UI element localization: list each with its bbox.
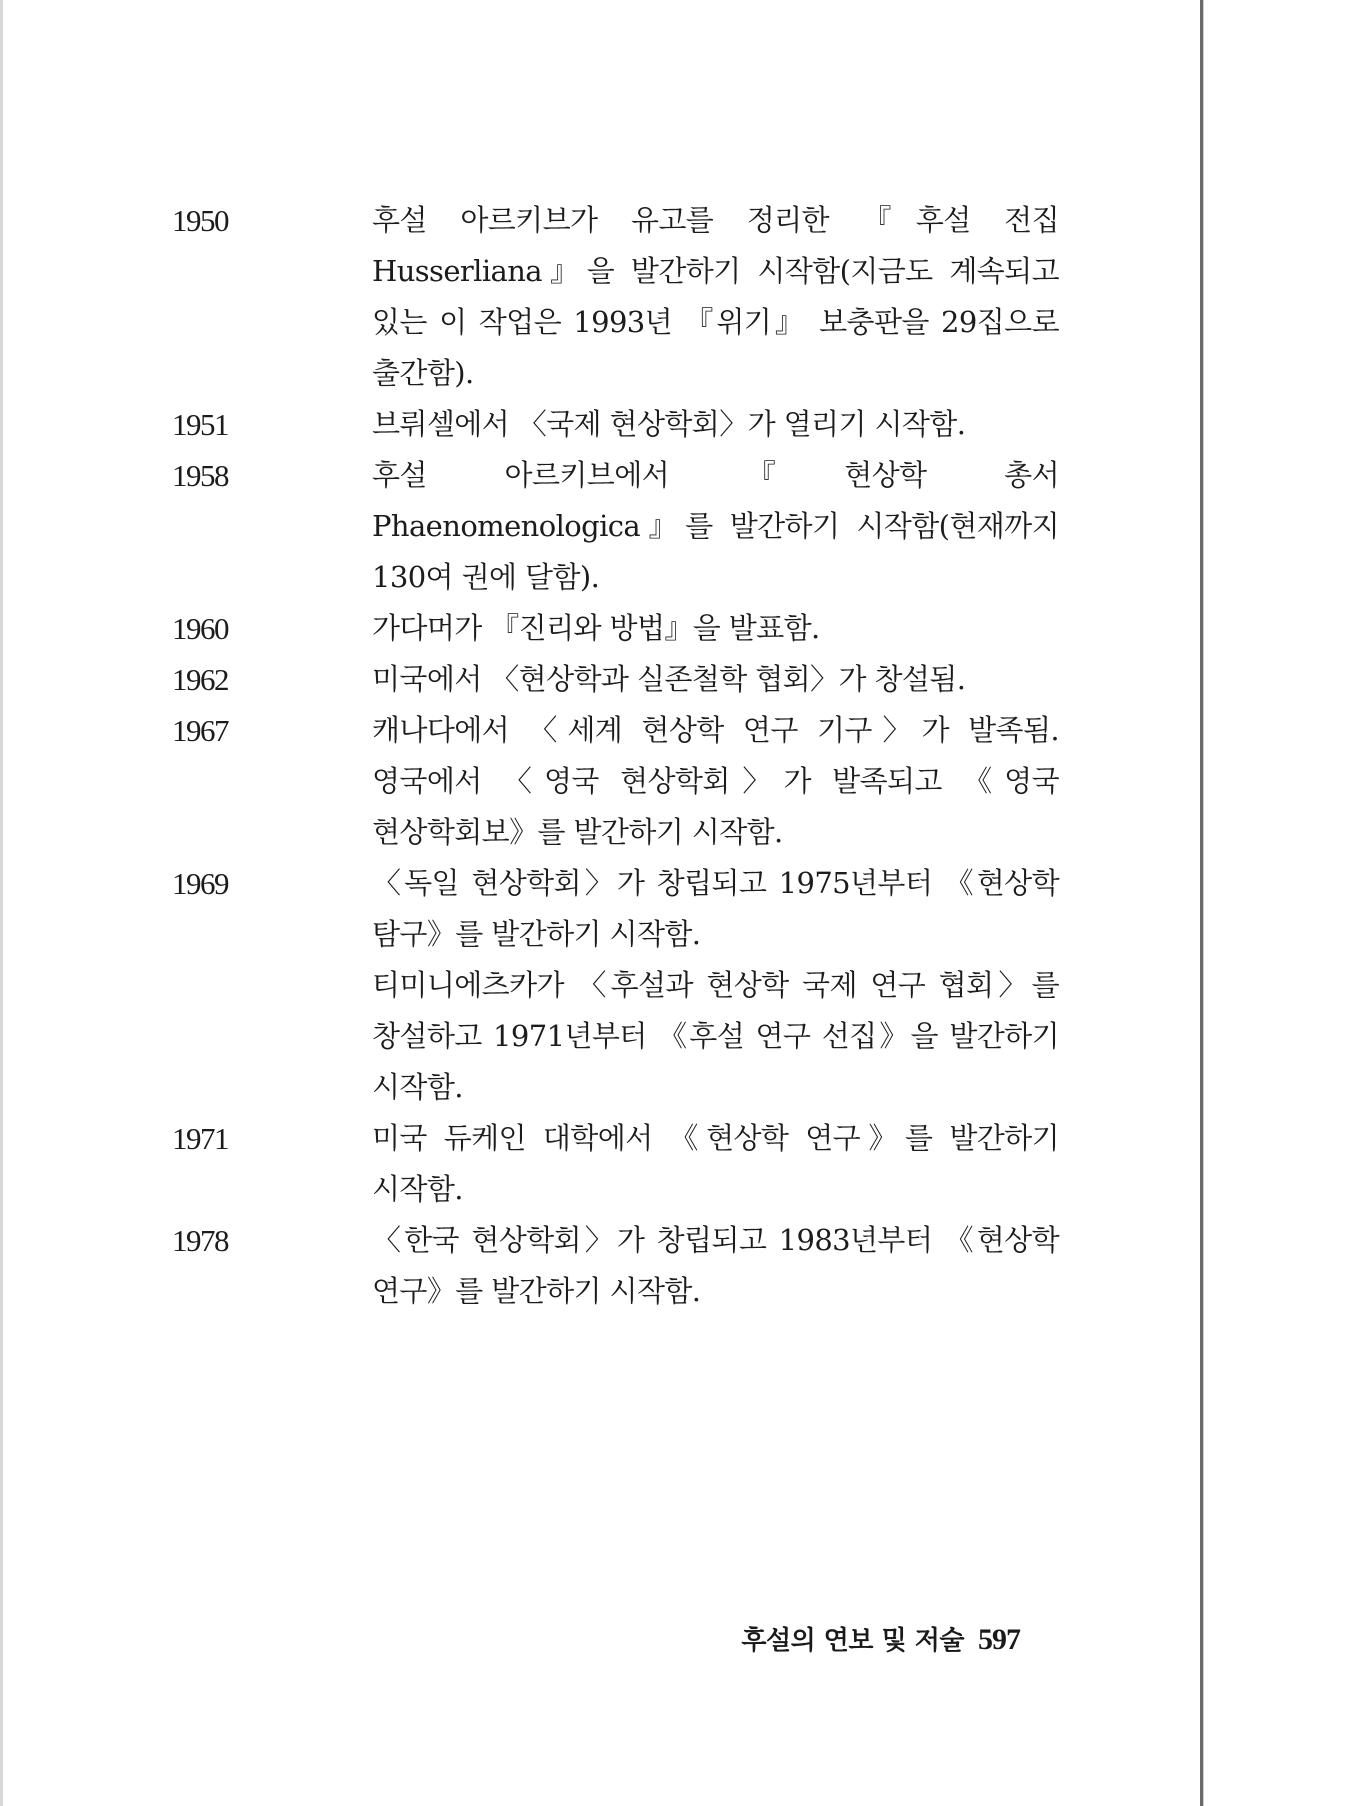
page-footer [600,1620,1020,1657]
entry-description: 브뤼셀에서 〈국제 현상학회〉가 열리기 시작함. [372,407,966,441]
running-title: 후설의 연보 및 저술 [741,1626,964,1656]
chronology-entry [172,858,1059,960]
entry-description: 가다머가 『진리와 방법』을 발표함. [372,611,820,645]
chronology-entry [172,450,1059,603]
entry-year: 1962 [172,662,228,697]
entry-year: 1969 [172,866,228,901]
chronology-entry [172,960,1059,1113]
entry-description: 미국에서 〈현상학과 실존철학 협회〉가 창설됨. [372,662,966,696]
entry-year: 1978 [172,1223,228,1258]
entry-description: 후설 아르키브에서 『현상학 총서 Phaenomenologica』를 발간하기 시작함(현재까지 130여 권에 달함). [372,458,1059,594]
entry-year: 1960 [172,611,228,646]
chronology-entry [172,654,1059,705]
chronology-entry [172,603,1059,654]
entry-description: 티미니에츠카가 〈후설과 현상학 국제 연구 협회〉를 창설하고 1971년부터 《후설 연구 선집》을 발간하기 시작함. [372,968,1059,1104]
entry-year: 1951 [172,407,228,442]
entry-description: 미국 듀케인 대학에서 《현상학 연구》를 발간하기 시작함. [372,1121,1059,1206]
entry-year: 1958 [172,458,228,493]
entry-description: 캐나다에서 〈세계 현상학 연구 기구〉가 발족됨. 영국에서 〈영국 현상학회〉가 발족되고 《영국 현상학회보》를 발간하기 시작함. [372,713,1059,849]
chronology-entry [172,705,1059,858]
chronology-entry [172,195,1059,399]
scan-background [1204,0,1345,1806]
chronology-entry [172,1113,1059,1215]
chronology-list [172,195,1059,1317]
entry-description: 〈독일 현상학회〉가 창립되고 1975년부터 《현상학 탐구》를 발간하기 시작함. [372,866,1059,951]
chronology-entry [172,399,1059,450]
entry-year: 1971 [172,1121,228,1156]
entry-year: 1967 [172,713,228,748]
chronology-entry [172,1215,1059,1317]
entry-description: 〈한국 현상학회〉가 창립되고 1983년부터 《현상학 연구》를 발간하기 시작함. [372,1223,1059,1308]
page-number: 597 [978,1623,1020,1656]
entry-description: 후설 아르키브가 유고를 정리한 『후설 전집 Husserliana』을 발간하기 시작함(지금도 계속되고 있는 이 작업은 1993년 『위기』 보충판을 29집으로 출간함). [372,203,1059,390]
page-left-edge [0,0,3,1806]
entry-year: 1950 [172,203,228,238]
